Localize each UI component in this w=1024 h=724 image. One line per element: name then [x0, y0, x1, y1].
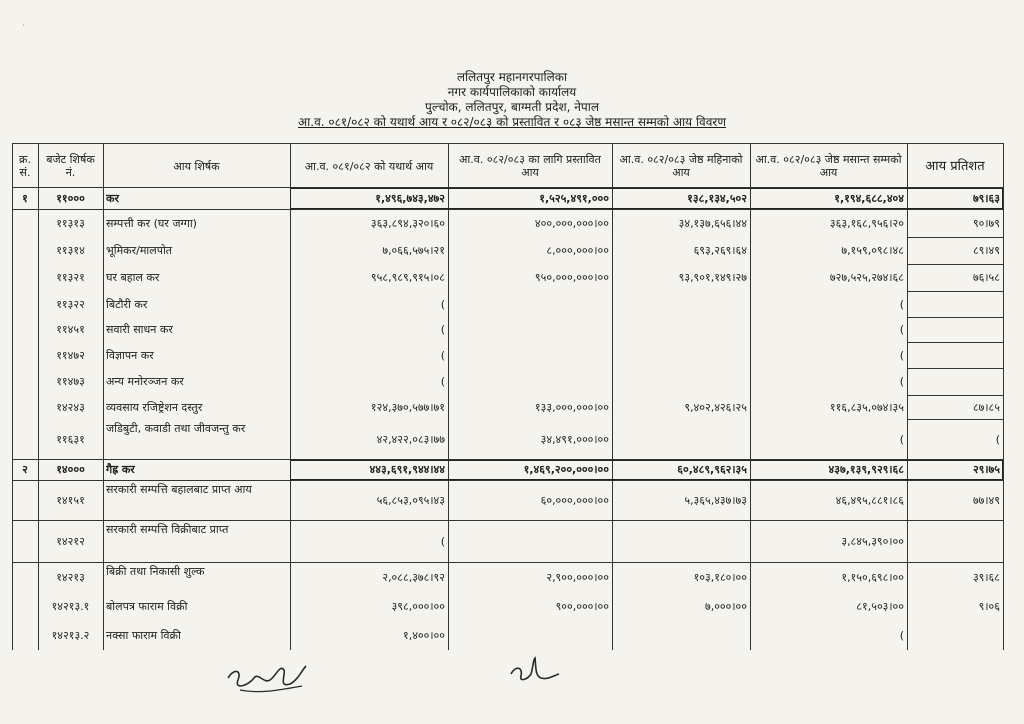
row-code: ११४७३: [56, 375, 85, 388]
row-percent: [910, 375, 1000, 389]
row-rule: [12, 480, 1003, 481]
row-cumulative: ७२७,५२५,२७४।६८: [829, 271, 904, 284]
row-percent: [910, 535, 1000, 549]
row-code: १४२४३: [56, 400, 85, 414]
code-header: बजेट शिर्षक नं.: [46, 153, 95, 179]
row-proposed: ९००,०००।००: [555, 600, 609, 613]
percent-cell-rule: [907, 368, 1003, 369]
row-jestha: ७,०००।००: [705, 600, 747, 613]
row-title: सरकारी सम्पत्ति विक्रीबाट प्राप्त: [106, 523, 229, 536]
row-jestha: [615, 433, 747, 447]
row-sn: २: [22, 463, 28, 476]
column-rule: [448, 143, 449, 650]
row-code: ११३२१: [56, 271, 85, 284]
row-rule: [12, 520, 1003, 521]
row-actual: ३९८,०००।००: [391, 600, 445, 613]
row-percent: ८९।४९: [972, 244, 1000, 257]
row-percent: ७९।६३: [972, 191, 1000, 205]
row-sn: [15, 323, 35, 337]
row-sn: [15, 494, 35, 508]
row-actual: (: [440, 323, 445, 336]
percent-cell-rule: [907, 395, 1003, 396]
row-percent: [910, 323, 1000, 337]
row-actual: (: [440, 375, 445, 388]
row-cumulative: १,१५०,६९८।००: [841, 571, 904, 584]
row-cumulative: (: [899, 375, 904, 388]
row-code: १४१५१: [56, 493, 85, 507]
row-code: ११४५१: [56, 323, 85, 336]
row-percent: [910, 298, 1000, 312]
row-percent: ७७।४९: [972, 493, 1000, 507]
row-sn: [15, 375, 35, 389]
title-header: आय शिर्षक: [173, 159, 220, 173]
row-title: जडिबुटी, कवाडी तथा जीवजन्तु कर: [106, 422, 246, 435]
row-sn: [15, 298, 35, 312]
row-cumulative: ७,१५९,०९८।४८: [841, 244, 904, 257]
row-jestha: [615, 535, 747, 549]
row-proposed: [451, 629, 609, 643]
row-jestha: ५,३६५,४३७।७३: [684, 493, 747, 507]
row-cumulative: ८१,५०३।००: [856, 600, 904, 613]
row-actual: ४२,४२२,०८३।७७: [376, 432, 445, 446]
row-jestha: [615, 349, 747, 363]
row-actual: ९५८,९८९,९१५।०८: [370, 271, 445, 284]
row-jestha: ६९३,२६९।६४: [693, 244, 747, 257]
column-rule: [12, 143, 13, 650]
percent-cell-rule: [907, 317, 1003, 318]
column-rule: [1003, 143, 1004, 650]
row-cumulative: ११६,८३५,०७४।३५: [829, 400, 904, 414]
row-cumulative: १,१९४,६८८,४०४: [834, 191, 904, 205]
org-name: ललितपुर महानगरपालिका: [456, 70, 568, 84]
row-code: १४०००: [56, 463, 85, 476]
row-cumulative: ४६,४९५,८८१।८६: [835, 493, 904, 507]
row-percent: [910, 629, 1000, 643]
row-jestha: [615, 298, 747, 312]
row-jestha: [615, 323, 747, 337]
row-sn: [15, 401, 35, 415]
row-sn: [15, 217, 35, 231]
row-code: ११३२२: [56, 297, 85, 311]
row-title: बिक्री तथा निकासी शुल्क: [106, 565, 205, 578]
row-cumulative: ३,८४५,३९०।००: [841, 534, 904, 548]
actual-header: आ.व. ०८१/०८२ को यथार्थ आय: [304, 159, 434, 173]
row-actual: ५६,८५३,०९५।४३: [376, 493, 445, 507]
row-title: व्यवसाय रजिष्ट्रेशन दस्तुर: [106, 400, 203, 414]
row-proposed: [451, 535, 609, 549]
row-code: ११३१३: [56, 216, 85, 230]
row-actual: १,४००।००: [403, 628, 445, 642]
row-proposed: १३३,०००,०००।००: [534, 400, 609, 414]
proposed-header: आ.व. ०८२/०८३ का लागि प्रस्तावित आय: [459, 153, 601, 179]
row-cumulative: ३६३,१६८,९५६।२०: [829, 216, 904, 230]
row-percent: ८७।८५: [972, 400, 1000, 414]
row-title: घर बहाल कर: [106, 271, 160, 284]
row-actual: (: [440, 348, 445, 362]
row-jestha: १०३,१८०।००: [693, 571, 747, 584]
row-percent: [910, 349, 1000, 363]
row-proposed: [451, 375, 609, 389]
row-percent: ७६।५८: [972, 271, 1000, 284]
row-actual: २,०८८,३७८।९२: [382, 571, 445, 584]
row-sn: [15, 349, 35, 363]
percent-header: आय प्रतिशत: [925, 158, 985, 174]
row-proposed: १,५२५,४९१,०००: [539, 191, 609, 205]
row-jestha: ९,४०२,४२६।२५: [684, 400, 747, 414]
row-proposed: २,९००,०००।००: [546, 571, 609, 584]
row-rule: [12, 209, 1003, 210]
row-code: १४२१३: [56, 571, 85, 584]
row-rule: [12, 562, 1003, 563]
row-proposed: ९५०,०००,०००।००: [534, 271, 609, 284]
row-cumulative: (: [899, 432, 904, 446]
row-percent: ९।०६: [978, 600, 1000, 613]
row-title: भूमिकर/मालपोत: [106, 244, 173, 257]
table-top-rule: [12, 143, 1003, 144]
column-rule: [750, 143, 751, 650]
row-code: १४२१२: [56, 534, 85, 548]
row-sn: [15, 433, 35, 447]
row-actual: १,४९६,७४३,४७२: [375, 191, 445, 205]
signature-left: [220, 650, 310, 700]
column-rule: [290, 143, 291, 650]
document-header: [0, 70, 1024, 130]
row-sn: [15, 271, 35, 285]
row-title: कर: [106, 191, 119, 205]
signature-right: [505, 652, 565, 692]
row-code: ११०००: [56, 191, 85, 205]
row-jestha: ९३,९०१,१४९।२७: [678, 271, 747, 284]
row-proposed: ४००,०००,०००।००: [534, 216, 609, 230]
row-title: बिटौरी कर: [106, 297, 148, 311]
row-percent: ९०।७९: [972, 216, 1000, 230]
row-title: सवारी साधन कर: [106, 323, 173, 336]
row-sn: १: [22, 191, 28, 205]
percent-cell-rule: [907, 264, 1003, 265]
row-title: सम्पत्ती कर (घर जग्गा): [106, 216, 197, 230]
column-rule: [38, 143, 39, 650]
column-rule: [907, 143, 908, 650]
scan-mark: ·: [22, 21, 25, 30]
row-percent: (: [995, 432, 1000, 446]
cumulative-header: आ.व. ०८२/०८३ जेष्ठ मसान्त सम्मको आय: [755, 153, 902, 179]
row-sn: [15, 629, 35, 643]
column-rule: [612, 143, 613, 650]
percent-cell-rule: [907, 419, 1003, 420]
row-code: ११४७२: [56, 348, 85, 362]
row-title: बोलपत्र फाराम विक्री: [106, 600, 188, 613]
row-cumulative: (: [899, 323, 904, 336]
row-percent: २९।७५: [972, 463, 1000, 476]
column-rule: [103, 143, 104, 650]
row-title: सरकारी सम्पत्ति बहालबाट प्राप्त आय: [106, 483, 252, 496]
row-code: १४२१३.२: [51, 628, 90, 642]
percent-cell-rule: [907, 342, 1003, 343]
row-cumulative: ४३७,१३९,९२९।६८: [828, 463, 904, 476]
row-proposed: ८,०००,०००।००: [546, 244, 609, 257]
row-sn: [15, 244, 35, 258]
row-proposed: ६०,०००,०००।००: [540, 493, 609, 507]
percent-cell-rule: [907, 291, 1003, 292]
row-proposed: [451, 323, 609, 337]
row-jestha: ६०,४८९,९६२।३५: [677, 463, 747, 476]
row-actual: (: [440, 534, 445, 548]
row-cumulative: (: [899, 297, 904, 311]
row-proposed: १,४६९,२००,०००।००: [523, 463, 609, 476]
jestha-header: आ.व. ०८२/०८३ जेष्ठ महिनाको आय: [619, 153, 743, 179]
row-jestha: १३८,१३४,५०२: [687, 191, 747, 205]
row-jestha: ३४,१३७,६५६।४४: [678, 216, 747, 230]
row-title: नक्सा फाराम विक्री: [106, 628, 181, 642]
row-jestha: [615, 375, 747, 389]
row-proposed: ३४,४९१,०००।००: [540, 432, 609, 446]
row-jestha: [615, 629, 747, 643]
row-actual: ३६३,८९४,३२०।६०: [370, 216, 445, 230]
row-sn: [15, 571, 35, 585]
percent-cell-rule: [907, 237, 1003, 238]
office-address: पुल्चोक, ललितपुर, बाग्मती प्रदेश, नेपाल: [425, 100, 599, 114]
row-title: गैह्र कर: [106, 463, 135, 476]
row-code: १४२१३.१: [51, 600, 90, 613]
row-cumulative: (: [899, 628, 904, 642]
row-proposed: [451, 349, 609, 363]
row-title: अन्य मनोरञ्जन कर: [106, 375, 184, 388]
row-actual: (: [440, 297, 445, 311]
row-code: ११३१४: [56, 244, 85, 257]
row-actual: ४४३,६९१,९४४।४४: [369, 463, 445, 476]
office-name: नगर कार्यपालिकाको कार्यालय: [447, 85, 577, 99]
row-cumulative: (: [899, 348, 904, 362]
row-code: ११६३१: [56, 432, 85, 446]
row-sn: [15, 600, 35, 614]
row-title: विज्ञापन कर: [106, 348, 154, 362]
row-sn: [15, 535, 35, 549]
sn-header: क्र. सं.: [19, 153, 31, 179]
row-actual: १२४,३७०,५७७।७१: [370, 400, 445, 414]
row-actual: ७,०६६,५७५।२१: [382, 244, 445, 257]
report-subtitle: आ.व. ०८१/०८२ को यथार्थ आय र ०८२/०८३ को प्रस्तावित र ०८३ जेष्ठ मसान्त सम्मको आय विवरण: [298, 115, 726, 129]
row-proposed: [451, 298, 609, 312]
row-percent: ३९।६८: [972, 571, 1000, 584]
